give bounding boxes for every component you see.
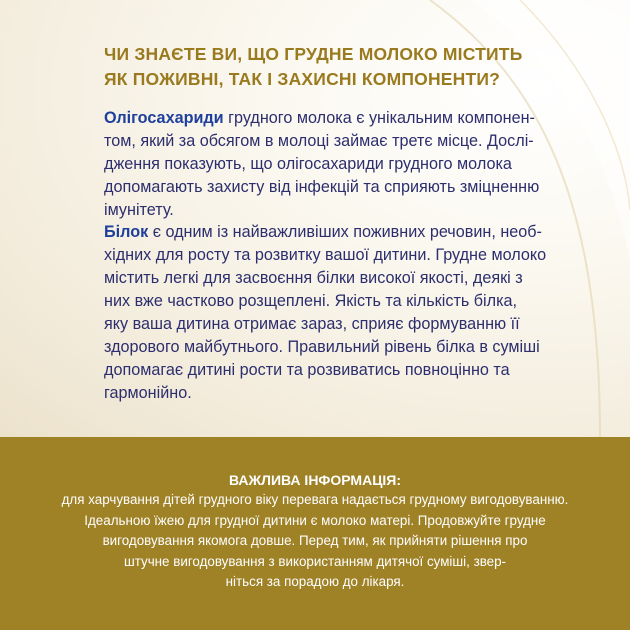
paragraph-line: гармонійно.	[104, 384, 192, 402]
oligosaccharides-paragraph	[104, 107, 574, 222]
protein-paragraph	[104, 221, 574, 405]
paragraph-line: дження показують, що олігосахариди грудного молока	[104, 155, 512, 173]
paragraph-line: містить легкі для засвоєння білки високої якості, деякі з	[104, 269, 523, 287]
paragraph-line: імунітету.	[104, 201, 174, 219]
info-line: Ідеальною їжею для грудної дитини є молоко матері. Продовжуйте грудне	[84, 512, 546, 528]
page-title	[104, 42, 604, 92]
info-line: штучне вигодовування з використанням дитячої суміші, звер-	[123, 553, 507, 569]
info-line: для харчування дітей грудного віку перевага надається грудному вигодовуванню.	[61, 492, 569, 507]
paragraph-line: допомагає дитині рости та розвиватись повноцінно та	[104, 361, 510, 379]
important-info-banner	[0, 437, 630, 630]
title-line: ЧИ ЗНАЄТЕ ВИ, ЩО ГРУДНЕ МОЛОКО МІСТИТЬ	[104, 44, 523, 64]
paragraph-line: здорового майбутнього. Правильний рівень білка в суміші	[104, 338, 540, 356]
paragraph-line: них вже частково розщеплені. Якість та кількість білка,	[104, 292, 518, 310]
paragraph-line: Олігосахариди грудного молока є унікальним компонен-	[104, 109, 535, 127]
term-protein: Білок	[104, 223, 149, 241]
info-line: вигодовування якомога довше. Перед тим, як прийняти рішення про	[102, 533, 528, 548]
term-oligosaccharides: Олігосахариди	[104, 109, 224, 127]
paragraph-line: Білок є одним із найважливіших поживних речовин, необ-	[104, 223, 542, 241]
info-line: ніться за порадою до лікаря.	[225, 574, 405, 589]
paragraph-line: том, який за обсягом в молоці займає третє місце. Дослі-	[104, 132, 534, 150]
paragraph-line: допомагають захисту від інфекцій та сприяють зміцненню	[104, 178, 540, 196]
important-info-text	[0, 490, 630, 593]
paragraph-line: хідних для росту та розвитку вашої дитини. Грудне молоко	[104, 246, 547, 264]
title-line: ЯК ПОЖИВНІ, ТАК І ЗАХИСНІ КОМПОНЕНТИ?	[104, 69, 501, 89]
important-info-title: ВАЖЛИВА ІНФОРМАЦІЯ:	[228, 472, 402, 488]
paragraph-line: яку ваша дитина отримає зараз, сприяє формуванню її	[104, 315, 520, 333]
